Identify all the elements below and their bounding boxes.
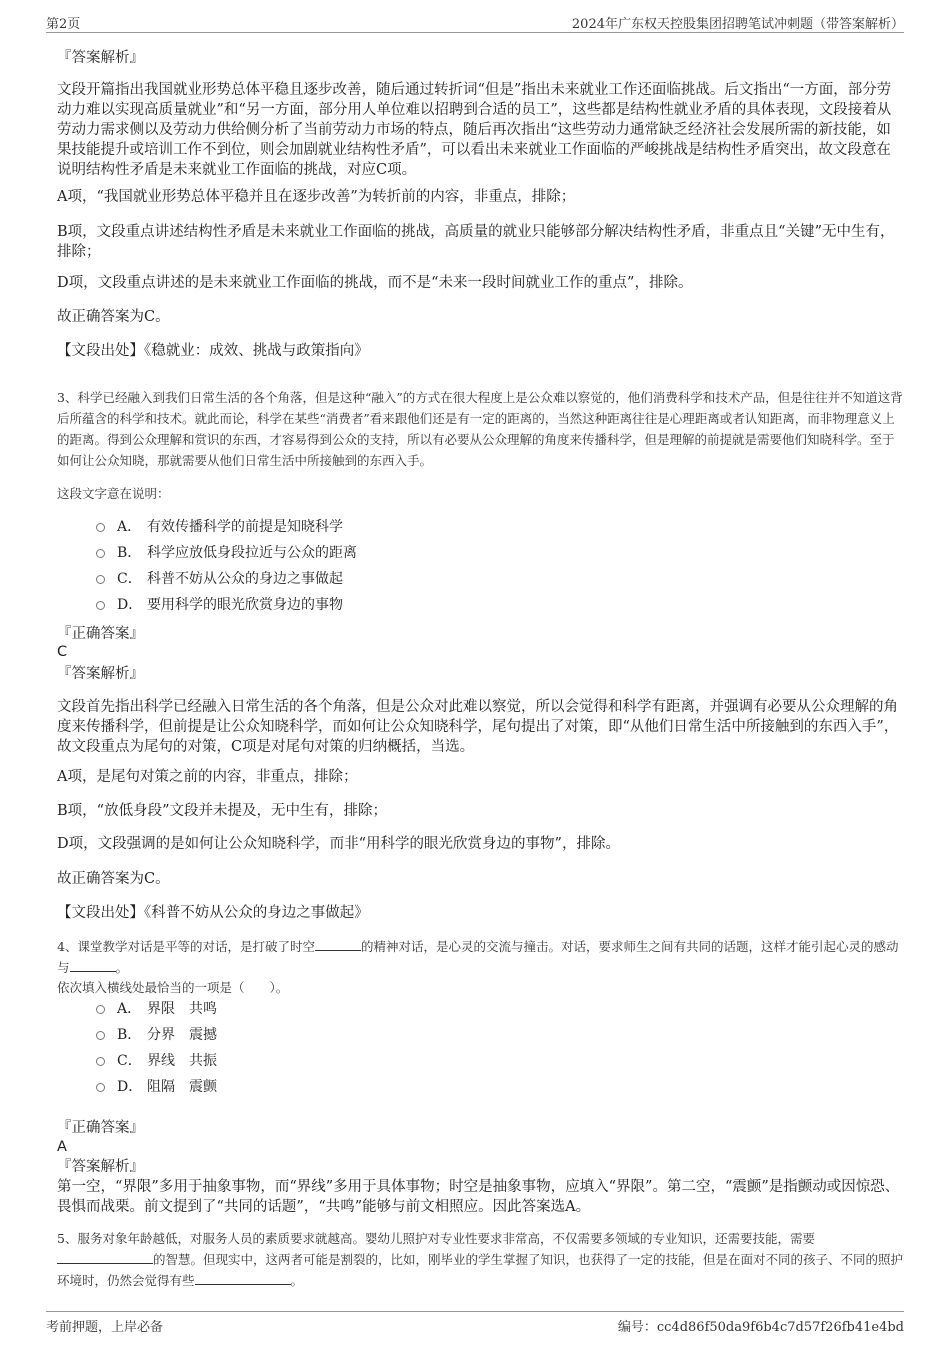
q4-analysis: 第一空，“界限”多用于抽象事物，而“界线”多用于具体事物；时空是抽象事物，应填入“界限”。第二空，“震颤”是指颤动或因惊恐、畏惧而战栗。前文提到了“共同的话题”，“共鸣”能够与前文相照应。因此答案选A。 xyxy=(57,1179,900,1215)
q2-analysis: 文段开篇指出我国就业形势总体平稳且逐步改善，随后通过转折词“但是”指出未来就业工作还面临挑战。后文指出“一方面，部分劳动力难以实现高质量就业”和“另一方面，部分用人单位难以招聘到合适的员工”，这些都是结构性就业矛盾的具体表现，文段接着从劳动力需求侧以及劳动力供给侧分析了当前劳动力市场的特点，随后再次指出“这些劳动力通常缺乏经济社会发展所需的新技能，如果技能提升或培训工作不到位，则会加剧就业结构性矛盾”，可以看出未来就业工作面临的严峻挑战是结构性矛盾突出，故文段意在说明结构性矛盾是未来就业工作面临的挑战，对应C项。 xyxy=(57,82,892,178)
q3-stem: 3、科学已经融入到我们日常生活的各个角落，但是这种“融入”的方式在很大程度上是公众难以察觉的，他们消费科学和技术产品，但是往往并不知道这背后所蕴含的科学和技术。就此而论，科学在某些“消费者”看来跟他们还是有一定的距离的，当然这种距离往往是心理距离或者认知距离，而非物理意义上的距离。得到公众理解和赏识的东西，才容易得到公众的支持，所以有必要从公众理解的角度来传播科学，但是理解的前提就是需要他们知晓科学。至于如何让公众知晓，那就需要从他们日常生活中所接触到的东西入手。 xyxy=(57,390,903,468)
option-word-2: 共鸣 xyxy=(189,1001,217,1017)
radio-icon[interactable] xyxy=(96,1005,105,1014)
q5-stem-part-2: 的智慧。但现实中，这两者可能是割裂的，比如，刚毕业的学生掌握了知识，也获得了一定的技能，但是在面对不同的孩子、不同的照护环境时，仍然会觉得有些 xyxy=(57,1252,904,1288)
radio-icon[interactable] xyxy=(96,575,105,584)
fill-blank xyxy=(70,959,116,972)
option-text: 科学应放低身段拉近与公众的距离 xyxy=(147,545,357,561)
radio-icon[interactable] xyxy=(96,601,105,610)
option-letter: A． xyxy=(117,519,142,535)
radio-icon[interactable] xyxy=(96,1031,105,1040)
q4-stem-part-1: 4、课堂教学对话是平等的对话，是打破了时空 xyxy=(57,939,315,954)
option-letter: A． xyxy=(117,1001,142,1017)
q2-analysis-label: 『答案解析』 xyxy=(57,50,144,66)
q3-option-d[interactable] xyxy=(96,594,343,616)
q3-option-b-note: B项，“放低身段”文段并未提及，无中生有，排除； xyxy=(57,803,387,819)
option-letter: C． xyxy=(117,571,142,587)
option-text: 要用科学的眼光欣赏身边的事物 xyxy=(147,597,343,613)
q4-answer-label: 『正确答案』 xyxy=(57,1120,144,1136)
option-word-1: 界线 xyxy=(147,1053,175,1069)
q3-option-c[interactable] xyxy=(96,568,343,590)
q4-option-d[interactable] xyxy=(96,1076,217,1098)
footer-slogan: 考前押题，上岸必备 xyxy=(46,1320,164,1335)
q3-option-d-note: D项，文段强调的是如何让公众知晓科学，而非“用科学的眼光欣赏身边的事物”，排除。 xyxy=(57,836,620,852)
q4-question: 依次填入横线处最恰当的一项是（ ）。 xyxy=(57,980,289,995)
q3-option-a[interactable] xyxy=(96,516,343,538)
page-footer xyxy=(46,1311,904,1336)
document-id: 编号：cc4d86f50da9f6b4c7d57f26fb41e4bd xyxy=(617,1320,904,1335)
q3-analysis: 文段首先指出科学已经融入日常生活的各个角落，但是公众对此难以察觉，所以会觉得和科学有距离，并强调有必要从公众理解的角度来传播科学，但前提是让公众知晓科学，而如何让公众知晓科学，尾句提出了对策，即“从他们日常生活中所接触到的东西入手”，故文段重点为尾句的对策，C项是对尾句对策的归纳概括，当选。 xyxy=(57,699,899,755)
q4-stem-part-2: 的精神对话，是心灵的交流与撞击。对话，要求师生之间有共同的话题，这样才能引起心灵的感动与 xyxy=(57,939,899,975)
q5-stem-part-1: 5、服务对象年龄越低，对服务人员的素质要求就越高。婴幼儿照护对专业性要求非常高，不仅需要多领域的专业知识，还需要技能，需要 xyxy=(57,1231,815,1246)
option-word-2: 共振 xyxy=(189,1053,217,1069)
q3-source: 【文段出处】《科普不妨从公众的身边之事做起》 xyxy=(57,905,369,921)
q3-option-b[interactable] xyxy=(96,542,357,564)
option-letter: B． xyxy=(117,545,142,561)
q5-stem xyxy=(57,1228,904,1291)
q4-stem xyxy=(57,936,904,978)
document-title: 2024年广东权天控股集团招聘笔试冲刺题（带答案解析） xyxy=(571,17,904,32)
option-word-1: 分界 xyxy=(147,1027,175,1043)
option-word-1: 阻隔 xyxy=(147,1079,175,1095)
q4-analysis-label: 『答案解析』 xyxy=(57,1159,144,1175)
q4-option-a[interactable] xyxy=(96,998,217,1020)
option-word-2: 震颤 xyxy=(189,1079,217,1095)
q3-conclusion: 故正确答案为C。 xyxy=(57,871,170,887)
q5-stem-part-3: 。 xyxy=(290,1273,304,1288)
page-header xyxy=(46,10,904,33)
radio-icon[interactable] xyxy=(96,1057,105,1066)
fill-blank xyxy=(195,1272,291,1285)
option-text: 科普不妨从公众的身边之事做起 xyxy=(147,571,343,587)
q4-option-b[interactable] xyxy=(96,1024,217,1046)
q4-answer: A xyxy=(57,1139,67,1155)
option-text: 有效传播科学的前提是知晓科学 xyxy=(147,519,343,535)
q3-answer-label: 『正确答案』 xyxy=(57,626,144,642)
page-number: 第2页 xyxy=(46,17,81,32)
option-word-2: 震撼 xyxy=(189,1027,217,1043)
q3-option-a-note: A项，是尾句对策之前的内容，非重点，排除； xyxy=(57,769,358,785)
radio-icon[interactable] xyxy=(96,523,105,532)
q3-analysis-label: 『答案解析』 xyxy=(57,666,144,682)
radio-icon[interactable] xyxy=(96,1083,105,1092)
radio-icon[interactable] xyxy=(96,549,105,558)
option-letter: C． xyxy=(117,1053,142,1069)
option-letter: D． xyxy=(117,1079,143,1095)
q2-conclusion: 故正确答案为C。 xyxy=(57,309,170,325)
fill-blank xyxy=(57,1251,153,1264)
option-letter: D． xyxy=(117,597,143,613)
option-letter: B． xyxy=(117,1027,142,1043)
option-word-1: 界限 xyxy=(147,1001,175,1017)
q2-option-a-note: A项，“我国就业形势总体平稳并且在逐步改善”为转折前的内容，非重点，排除； xyxy=(57,189,576,205)
q2-option-b-note: B项，文段重点讲述结构性矛盾是未来就业工作面临的挑战，高质量的就业只能够部分解决结构性矛盾，非重点且“关键”无中生有，排除； xyxy=(57,224,895,260)
q2-source: 【文段出处】《稳就业：成效、挑战与政策指向》 xyxy=(57,343,369,359)
q2-option-d-note: D项，文段重点讲述的是未来就业工作面临的挑战，而不是“未来一段时间就业工作的重点”，排除。 xyxy=(57,275,693,291)
q4-option-c[interactable] xyxy=(96,1050,217,1072)
q4-stem-part-3: 。 xyxy=(115,960,129,975)
q3-question: 这段文字意在说明： xyxy=(57,486,170,501)
fill-blank xyxy=(315,938,361,951)
q3-answer: C xyxy=(57,644,68,660)
